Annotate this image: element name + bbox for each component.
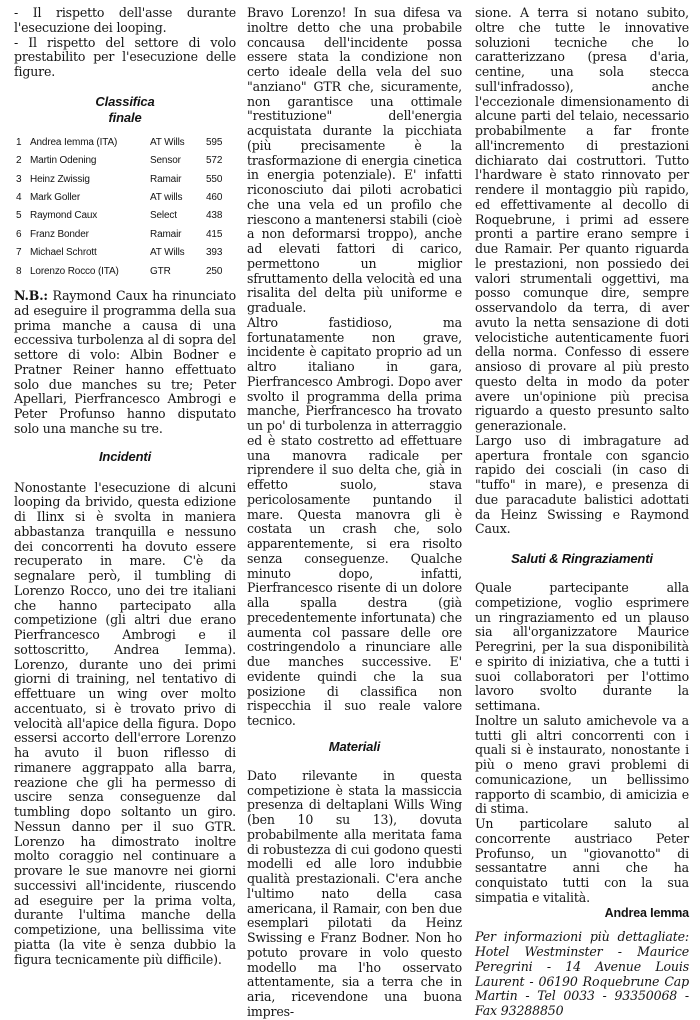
standing-pilot: Michael Schrott [30,247,97,259]
saluti-paragraph-2: Inoltre un saluto amichevole va a tutti gli altri concorrenti con i quali si è instaurato, nonostante i più o meno gravi problemi di comunicazione, un bellissimo rapporto di scambio, di amicizia e di stima. [475,712,689,817]
standing-position: 2 [16,155,22,167]
column-right [475,6,689,1019]
standings-row [16,207,236,225]
standing-glider: AT Wills [150,136,185,148]
standing-glider: Ramair [150,228,182,240]
standing-pilot: Raymond Caux [30,210,98,222]
standing-points: 550 [206,173,223,185]
standing-pilot: Martin Odening [30,155,97,167]
nb-label: N.B.: [14,288,48,303]
standings-row [16,152,236,170]
saluti-heading: Saluti & Ringraziamenti [511,551,653,566]
nb-text: Raymond Caux ha rinunciato ad eseguire il programma della sua prima manche a causa di una eccessiva turbolenza al di sopra del settore di volo: Albin Bodner e Pratner Reiner hanno effettuato solo due manches su tre; Peter Apellari, Pierfrancesco Ambrogi e Peter Profunso hanno disputato solo una manche su tre. [14,288,236,436]
standing-points: 250 [206,265,223,277]
standing-position: 5 [16,210,22,222]
standing-glider: Sensor [150,155,181,167]
standing-position: 4 [16,191,22,203]
standings-row [16,171,236,189]
incidenti-heading: Incidenti [98,448,152,464]
standing-pilot: Mark Goller [30,191,81,203]
saluti-paragraph-3: Un particolare saluto al concorrente austriaco Peter Profunso, un "giovanotto" di sessantatre anni che ha conquistato tutti con la sua simpatia e vitalità. [475,816,689,905]
intro-paragraph: Bravo Lorenzo! In sua difesa va inoltre detto che una probabile concausa dell'incidente possa essere stata la condizione non certo ideale della vela del suo "anziano" GTR che, sicuramente, non garantisce una ottimale "restituzione" dell'energia acquistata durante la picchiata (più precisamente è la trasformazione di energia cinetica in energia potenziale). E' infatti riconosciuto dai piloti acrobatici che una vela ed un profilo che riescono a mantenersi stabili (cioè a non deformarsi troppo), anche ad elevati fattori di carico, permettono un miglior sfruttamento della velocità ed una risalita del delta più uniforme e graduale. [247,5,462,315]
standings-table [16,134,236,281]
standing-points: 415 [206,228,223,240]
standing-pilot: Lorenzo Rocco (ITA) [30,265,119,277]
incidenti-paragraph: Nonostante l'esecuzione di alcuni looping da brivido, questa edizione di Ilinx si è svolta in maniera abbastanza tranquilla e nessuno dei concorrenti ha dovuto essere recuperato in mare. C'è da segnalare però, il tumbling di Lorenzo Rocco, uno dei tre italiani che hanno partecipato alla competizione (gli altri due erano Pierfrancesco Ambrogi e il sottoscritto, Andrea Iemma). Lorenzo, durante uno dei primi giorni di training, nel tentativo di effettuare un wing over molto accentuato, si è trovato privo di velocità all'apice della figura. Dopo essersi accorto dell'errore Lorenzo ha avuto il buon riflesso di rimanere aggrappato alla barra, reazione che gli ha permesso di uscire senza conseguenze dal tumbling dopo soltanto un giro. Nessun danno per il suo GTR. Lorenzo ha dimostrato inoltre molto coraggio nel continuare a provare le sue manovre nei giorni successivi all'incidente, riuscendo ad eseguire per la prima volta, durante l'ultima manche della competizione, una bellissima vite piatta (la vite è senza dubbio la figura tecnicamente più difficile). [14,479,236,967]
column-left [14,6,236,967]
standing-position: 6 [16,228,22,240]
materiali-heading: Materiali [328,738,381,754]
contact-info: Per informazioni più dettagliate: Hotel Westminster - Maurice Peregrini - 14 Avenue Louis Laurent - 06190 Roquebrune Cap Martin - Tel 0033 - 93350068 - Fax 93288850 [475,929,689,1018]
standing-position: 8 [16,265,22,277]
standing-glider: AT wills [150,191,183,203]
ramair-paragraph: sione. A terra si notano subito, oltre che tutte le innovative soluzioni tecniche che lo caratterizzano (presa d'aria, centine, una sola stecca sull'infradosso), anche l'eccezionale dimensionamento di alcune parti del telaio, necessario probabilmente a far fronte all'incremento di prestazioni dichiarato dai costruttori. Tutto l'hardware è stato rinnovato per rendere il montaggio più rapido, ed effettivamente al decollo di Roquebrune, i primi ad essere pronti a partire erano sempre i due Ramair. Per quanto riguarda le prestazioni, non possiedo dei valori strumentali oggettivi, ma posso comunque dire, sempre osservandolo da terra, di aver avuto la netta sensazione di doti velocistiche autenticamente fuori della norma. Confesso di essere ansioso di provare al più presto questo delta in modo da poter avere un'opinione più precisa riguardo a questo presunto salto generazionale. [475,5,689,433]
ambrogi-paragraph: Altro fastidioso, ma fortunatamente non grave, incidente è capitato proprio ad un altro italiano in gara, Pierfrancesco Ambrogi. Dopo aver svolto il programma della prima manche, Pierfrancesco ha trovato un po' di turbolenza in atterraggio ed è stato costretto ad effettuare una manovra radicale per riprendere il suo delta che, già in effetto suolo, stava pericolosamente puntando il mare. Questa manovra gli è costata un crash che, solo apparentemente, si era risolto senza conseguenze. Qualche minuto dopo, infatti, Pierfrancesco risente di un dolore alla spalla destra (già precedentemente infortunata) che aumenta col passare delle ore costringendolo a rinunciare alle due manches successive. E' evidente quindi che la sua posizione di classifica non rispecchia il suo reale valore tecnico. [247,314,462,728]
standing-pilot: Andrea Iemma (ITA) [30,136,118,148]
standings-row [16,189,236,207]
author-signature: Andrea Iemma [604,905,689,920]
imbragature-paragraph: Largo uso di imbragature ad apertura frontale con sgancio rapido dei cosciali (in caso di "tuffo" in mare), e presenza di due paracadute balistici adottati da Heinz Swissing e Raymond Caux. [475,432,689,537]
standing-position: 7 [16,247,22,259]
materiali-paragraph: Dato rilevante in questa competizione è stata la massiccia presenza di deltaplani Wills Wing (ben 10 su 13), dovuta probabilmente alla meritata fama di robustezza di cui godono questi modelli ed alle loro indubbie qualità prestazionali. C'era anche l'ultimo nato della casa americana, il Ramair, con ben due esemplari pilotati da Heinz Swissing e Franz Bodner. Non ho potuto provare in volo questo modello ma l'ho osservato attentamente, sia a terra che in aria, ricevendone una buona impres- [247,767,462,1019]
standings-row [16,244,236,262]
standing-glider: Ramair [150,173,182,185]
standing-position: 1 [16,136,22,148]
standing-points: 393 [206,247,223,259]
classifica-heading: Classifica finale [95,93,155,125]
standing-points: 438 [206,210,223,222]
standing-pilot: Franz Bonder [30,228,89,240]
standings-row [16,226,236,244]
standing-glider: GTR [150,265,171,277]
nb-paragraph [14,289,236,437]
column-middle [247,6,462,1020]
standing-position: 3 [16,173,22,185]
standing-points: 572 [206,155,223,167]
standing-glider: AT Wills [150,247,185,259]
saluti-paragraph-1: Quale partecipante alla competizione, voglio esprimere un ringraziamento ed un plauso sia all'organizzatore Maurice Peregrini, per la sua disponibilità e spirito di iniziativa, che a tutti i suoi collaboratori per l'ottimo lavoro svolto durante la settimana. [475,580,689,713]
standing-pilot: Heinz Zwissig [30,173,90,185]
standing-glider: Select [150,210,177,222]
intro-paragraph: - Il rispetto dell'asse durante l'esecuzione dei looping. - Il rispetto del settore di volo prestabilito per l'esecuzione delle figure. [14,5,236,79]
standings-row [16,134,236,152]
standing-points: 460 [206,191,223,203]
standings-row [16,263,236,281]
standing-points: 595 [206,136,223,148]
